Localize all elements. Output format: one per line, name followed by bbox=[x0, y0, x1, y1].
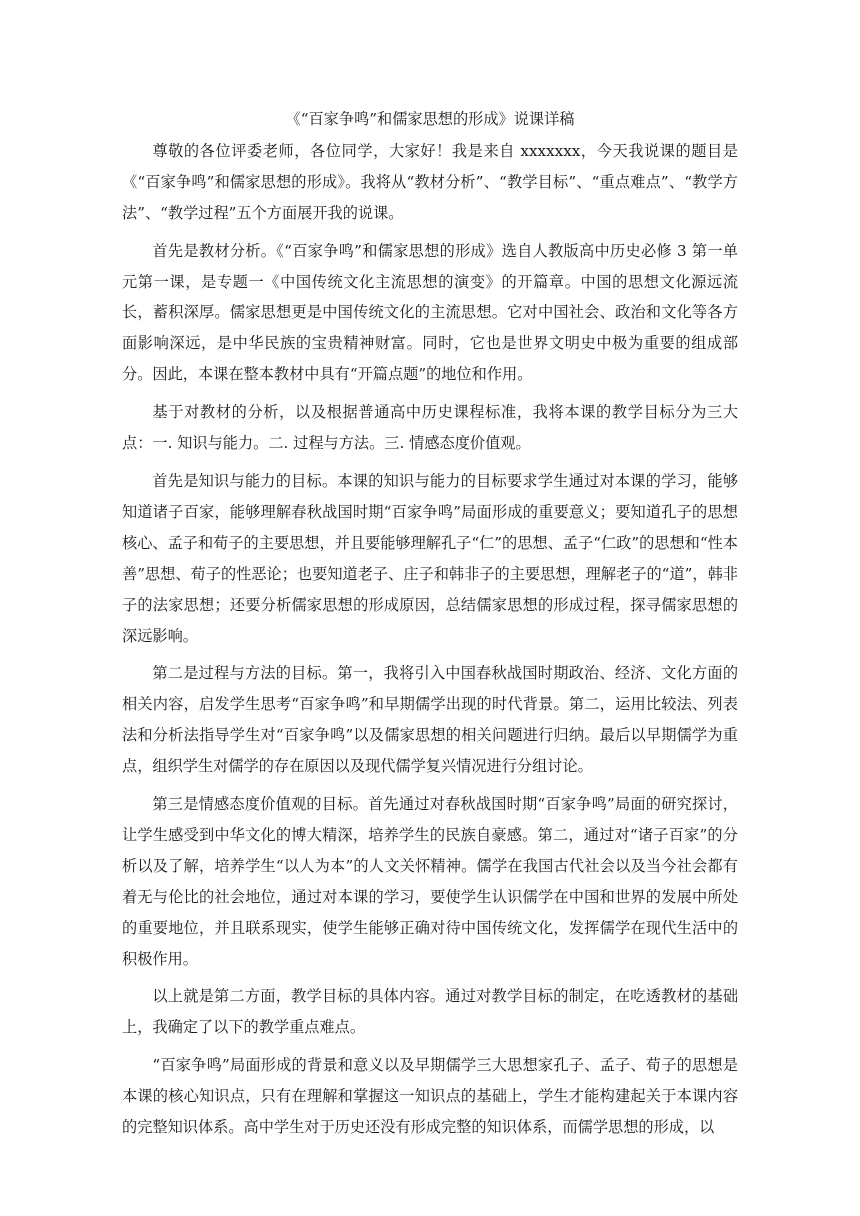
paragraph-key-points: “百家争鸣”局面形成的背景和意义以及早期儒学三大思想家孔子、孟子、荀子的思想是本课的核心知识点，只有在理解和掌握这一知识点的基础上，学生才能构建起关于本课内容的完整知识体系。高中学生对于历史还没有形成完整的知识体系，而儒学思想的形成，以 bbox=[122, 1056, 738, 1137]
paragraph-process-method: 第二是过程与方法的目标。第一，我将引入中国春秋战国时期政治、经济、文化方面的相关内容，启发学生思考“百家争鸣”和早期儒学出现的时代背景。第二，运用比较法、列表法和分析法指导学生对“百家争鸣”以及儒家思想的相关问题进行归纳。最后以早期儒学为重点，组织学生对儒学的存在原因以及现代儒学复兴情况进行分组讨论。 bbox=[122, 664, 738, 776]
document-title: 《“百家争鸣”和儒家思想的形成》说课详稿 bbox=[285, 110, 575, 128]
paragraph-knowledge-ability: 首先是知识与能力的目标。本课的知识与能力的目标要求学生通过对本课的学习，能够知道诸子百家，能够理解春秋战国时期“百家争鸣”局面形成的重要意义；要知道孔子的思想核心、孟子和荀子的主要思想，并且要能够理解孔子“仁”的思想、孟子“仁政”的思想和“性本善”思想、荀子的性恶论；也要知道老子、庄子和韩非子的主要思想，理解老子的“道”，韩非子的法家思想；还要分析儒家思想的形成原因，总结儒家思想的形成过程，探寻儒家思想的深远影响。 bbox=[122, 471, 738, 645]
paragraph-emotion-values: 第三是情感态度价值观的目标。首先通过对春秋战国时期“百家争鸣”局面的研究探讨，让学生感受到中华文化的博大精深，培养学生的民族自豪感。第二，通过对“诸子百家”的分析以及了解，培养学生“以人为本”的人文关怀精神。儒学在我国古代社会以及当今社会都有着无与伦比的社会地位，通过对本课的学习，要使学生认识儒学在中国和世界的发展中所处的重要地位，并且联系现实，使学生能够正确对待中国传统文化，发挥儒学在现代生活中的积极作用。 bbox=[122, 795, 738, 968]
paragraph-textbook-analysis: 首先是教材分析。《“百家争鸣”和儒家思想的形成》选自人教版高中历史必修 3 第一单元第一课，是专题一《中国传统文化主流思想的演变》的开篇章。中国的思想文化源远流长，蓄积深厚。儒家思想更是中国传统文化的主流思想。它对中国社会、政治和文化等各方面影响深远，是中华民族的宝贵精神财富。同时，它也是世界文明史中极为重要的组成部分。因此，本课在整本教材中具有“开篇点题”的地位和作用。 bbox=[122, 241, 738, 384]
paragraph-teaching-goals: 基于对教材的分析，以及根据普通高中历史课程标准，我将本课的教学目标分为三大点：一. 知识与能力。二. 过程与方法。三. 情感态度价值观。 bbox=[122, 403, 738, 453]
paragraph-summary: 以上就是第二方面，教学目标的具体内容。通过对教学目标的制定，在吃透教材的基础上，我确定了以下的教学重点难点。 bbox=[122, 987, 738, 1037]
paragraph-greeting: 尊敬的各位评委老师，各位同学，大家好！我是来自 xxxxxxx，今天我说课的题目是《“百家争鸣”和儒家思想的形成》。我将从“教材分析”、“教学目标”、“重点难点”、“教学方法”、“教学过程”五个方面展开我的说课。 bbox=[122, 141, 738, 222]
